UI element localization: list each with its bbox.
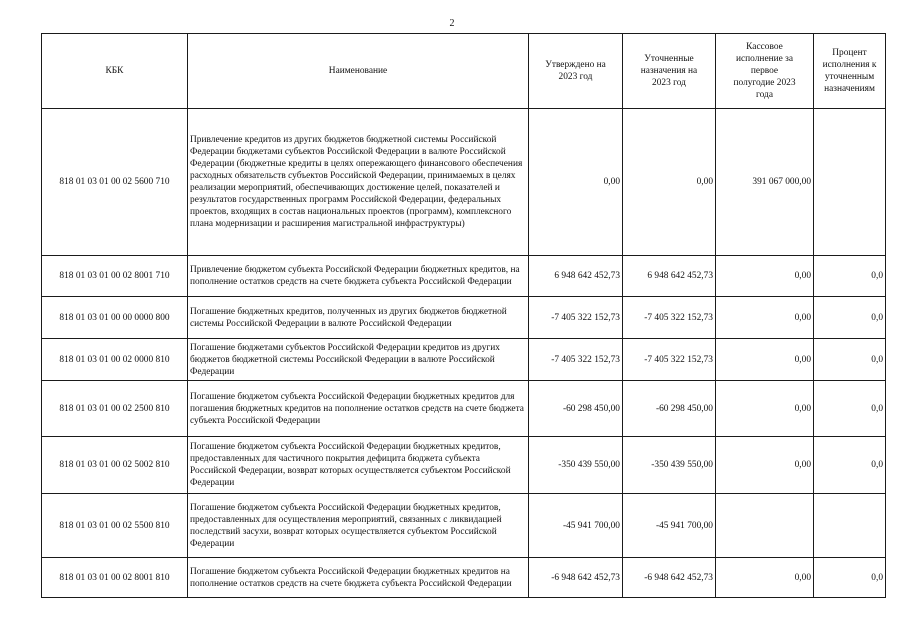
execution-cell: 391 067 000,00 (716, 109, 814, 256)
revised-cell: 0,00 (623, 109, 716, 256)
revised-cell: -45 941 700,00 (623, 494, 716, 558)
table-row (42, 381, 886, 437)
column-header-execution: Кассовое исполнение за первое полугодие 2023 года (716, 34, 814, 109)
percent-cell (814, 109, 886, 256)
kbk-cell: 818 01 03 01 00 02 5002 810 (42, 437, 188, 494)
name-cell: Погашение бюджетами субъектов Российской Федерации кредитов из других бюджетов бюджетной системы Российской Федерации в валюте Российской Федерации (188, 339, 529, 381)
percent-cell: 0,0 (814, 339, 886, 381)
budget-execution-table (41, 33, 886, 598)
revised-cell: -7 405 322 152,73 (623, 297, 716, 339)
revised-cell: -7 405 322 152,73 (623, 339, 716, 381)
kbk-cell: 818 01 03 01 00 00 0000 800 (42, 297, 188, 339)
kbk-cell: 818 01 03 01 00 02 0000 810 (42, 339, 188, 381)
name-cell: Погашение бюджетом субъекта Российской Федерации бюджетных кредитов на пополнение остатков средств на счете бюджета субъекта Российской Федерации (188, 558, 529, 598)
revised-cell: -350 439 550,00 (623, 437, 716, 494)
revised-cell: 6 948 642 452,73 (623, 256, 716, 297)
revised-cell: -60 298 450,00 (623, 381, 716, 437)
table-row (42, 494, 886, 558)
name-cell: Погашение бюджетом субъекта Российской Федерации бюджетных кредитов для погашения бюджетных кредитов на пополнение остатков средств на счете бюджета субъекта Российской Федерации (188, 381, 529, 437)
approved-cell: -45 941 700,00 (529, 494, 623, 558)
table-header-row (42, 34, 886, 109)
column-header-percent: Процент исполнения к уточненным назначениям (814, 34, 886, 109)
name-cell: Погашение бюджетом субъекта Российской Федерации бюджетных кредитов, предоставленных для частичного покрытия дефицита бюджета субъекта Российской Федерации, возврат которых осуществляется субъектом Российской Федерации (188, 437, 529, 494)
execution-cell: 0,00 (716, 339, 814, 381)
percent-cell: 0,0 (814, 297, 886, 339)
kbk-cell: 818 01 03 01 00 02 8001 810 (42, 558, 188, 598)
approved-cell: -7 405 322 152,73 (529, 297, 623, 339)
kbk-cell: 818 01 03 01 00 02 5600 710 (42, 109, 188, 256)
name-cell: Привлечение кредитов из других бюджетов бюджетной системы Российской Федерации бюджетами субъектов Российской Федерации в валюте Российской Федерации (бюджетные кредиты в целях опережающего финансового обеспечения расходных обязательств субъектов Российской Федерации, принимаемых в целях реализации мероприятий, обеспечивающих достижение целей, показателей и результатов государственных программ Российской Федерации, федеральных проектов, входящих в состав национальных проектов (программ), комплексного плана модернизации и расширения магистральной инфраструктуры) (188, 109, 529, 256)
name-cell: Погашение бюджетом субъекта Российской Федерации бюджетных кредитов, предоставленных для осуществления мероприятий, связанных с ликвидацией последствий засухи, возврат которых осуществляется субъектом Российской Федерации (188, 494, 529, 558)
column-header-approved: Утверждено на 2023 год (529, 34, 623, 109)
approved-cell: -7 405 322 152,73 (529, 339, 623, 381)
table-row (42, 339, 886, 381)
execution-cell: 0,00 (716, 256, 814, 297)
column-header-kbk: КБК (42, 34, 188, 109)
approved-cell: 6 948 642 452,73 (529, 256, 623, 297)
table-row (42, 109, 886, 256)
kbk-cell: 818 01 03 01 00 02 5500 810 (42, 494, 188, 558)
percent-cell: 0,0 (814, 558, 886, 598)
name-cell: Привлечение бюджетом субъекта Российской Федерации бюджетных кредитов, на пополнение остатков средств на счете бюджета субъекта Российской Федерации (188, 256, 529, 297)
kbk-cell: 818 01 03 01 00 02 8001 710 (42, 256, 188, 297)
column-header-revised: Уточненные назначения на 2023 год (623, 34, 716, 109)
page-number: 2 (449, 18, 455, 29)
approved-cell: -350 439 550,00 (529, 437, 623, 494)
name-cell: Погашение бюджетных кредитов, полученных из других бюджетов бюджетной системы Российской Федерации в валюте Российской Федерации (188, 297, 529, 339)
approved-cell: -60 298 450,00 (529, 381, 623, 437)
table-row (42, 558, 886, 598)
table-row (42, 297, 886, 339)
column-header-name: Наименование (188, 34, 529, 109)
approved-cell: 0,00 (529, 109, 623, 256)
execution-cell: 0,00 (716, 437, 814, 494)
percent-cell: 0,0 (814, 437, 886, 494)
percent-cell: 0,0 (814, 381, 886, 437)
execution-cell (716, 494, 814, 558)
execution-cell: 0,00 (716, 558, 814, 598)
revised-cell: -6 948 642 452,73 (623, 558, 716, 598)
approved-cell: -6 948 642 452,73 (529, 558, 623, 598)
percent-cell (814, 494, 886, 558)
table-row (42, 256, 886, 297)
percent-cell: 0,0 (814, 256, 886, 297)
execution-cell: 0,00 (716, 297, 814, 339)
table-row (42, 437, 886, 494)
kbk-cell: 818 01 03 01 00 02 2500 810 (42, 381, 188, 437)
execution-cell: 0,00 (716, 381, 814, 437)
